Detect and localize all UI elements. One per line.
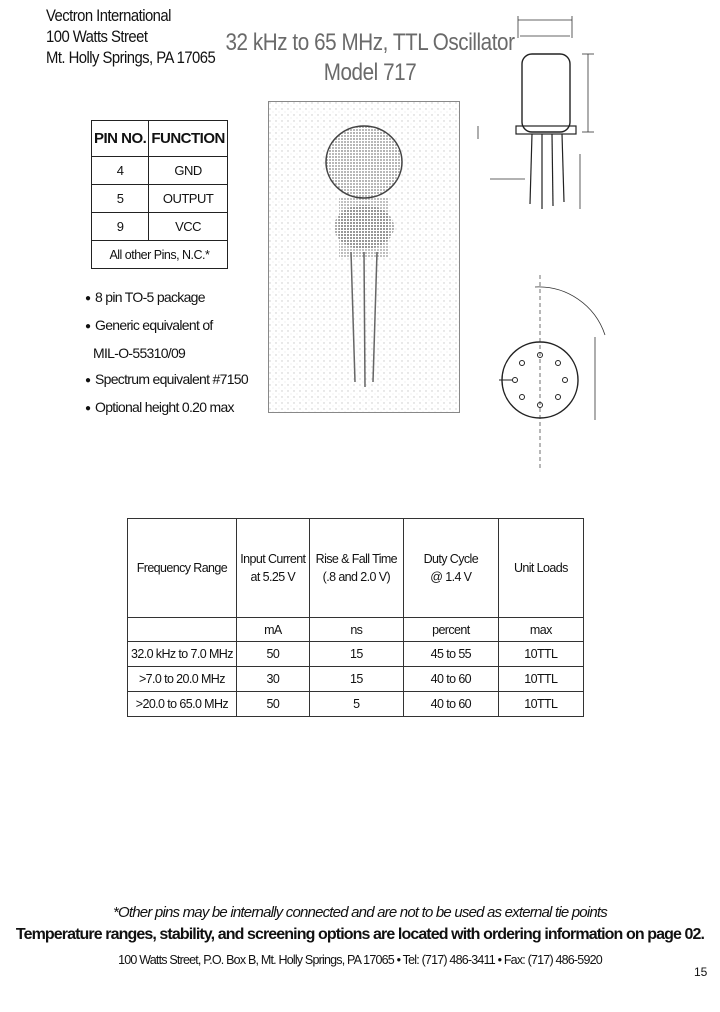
bullet-icon: ● <box>85 321 91 332</box>
table-cell: 45 to 55 <box>403 642 498 667</box>
table-cell: 50 <box>236 642 309 667</box>
table-row <box>128 642 584 667</box>
company-name: Vectron International <box>46 7 171 25</box>
table-cell: 40 to 60 <box>403 692 498 717</box>
unit-cell: mA <box>236 618 309 642</box>
package-bottom-view-drawing <box>495 275 625 475</box>
table-cell: 50 <box>236 692 309 717</box>
table-cell: 15 <box>309 667 403 692</box>
table-cell: 10TTL <box>498 642 583 667</box>
title-line-1: 32 kHz to 65 MHz, TTL Oscillator <box>225 29 515 56</box>
city-state-zip: Mt. Holly Springs, PA 17065 <box>46 49 216 67</box>
unit-loads-header: Unit Loads <box>498 519 583 618</box>
footnote: *Other pins may be internally connected and are not to be used as external tie points <box>112 904 607 921</box>
pin-number: 5 <box>92 185 149 213</box>
rise-fall-time-header: Rise & Fall Time (.8 and 2.0 V) <box>309 519 403 618</box>
function-header: FUNCTION <box>149 121 228 157</box>
specification-table <box>127 518 584 717</box>
table-cell: >7.0 to 20.0 MHz <box>128 667 237 692</box>
note-item: ● Spectrum equivalent #7150 <box>85 366 248 394</box>
pin-function: OUTPUT <box>149 185 228 213</box>
duty-cycle-header: Duty Cycle @ 1.4 V <box>403 519 498 618</box>
frequency-range-header: Frequency Range <box>128 519 237 618</box>
page-number: 15 <box>694 965 708 979</box>
note-item: ● Optional height 0.20 max <box>85 394 248 422</box>
other-pins-note: All other Pins, N.C.* <box>92 241 228 269</box>
pin-table-footer <box>92 241 228 269</box>
ordering-info-note: Temperature ranges, stability, and screening options are located with ordering information on page 02. <box>15 926 705 943</box>
model-name: Model 717 <box>323 59 417 86</box>
package-side-view-drawing <box>470 14 610 224</box>
input-current-header: Input Current at 5.25 V <box>236 519 309 618</box>
note-item: ● 8 pin TO-5 package <box>85 284 248 312</box>
unit-cell: percent <box>403 618 498 642</box>
pin-number: 4 <box>92 157 149 185</box>
table-cell: 30 <box>236 667 309 692</box>
pin-row <box>92 185 228 213</box>
table-cell: 32.0 kHz to 7.0 MHz <box>128 642 237 667</box>
note-item-continuation: MIL-O-55310/09 <box>93 345 186 361</box>
street: 100 Watts Street <box>46 28 148 46</box>
table-cell: 10TTL <box>498 667 583 692</box>
unit-cell: max <box>498 618 583 642</box>
table-row <box>128 667 584 692</box>
contact-line: 100 Watts Street, P.O. Box B, Mt. Holly Springs, PA 17065 • Tel: (717) 486-3411 • Fax: (717) 486-5920 <box>118 953 602 967</box>
company-address <box>46 6 215 69</box>
pin-table-header <box>92 121 228 157</box>
pin-function: GND <box>149 157 228 185</box>
pin-no-header: PIN NO. <box>92 121 149 157</box>
feature-notes <box>85 284 248 422</box>
bullet-icon: ● <box>85 293 91 304</box>
note-item: ● Generic equivalent of <box>85 312 248 340</box>
pin-function: VCC <box>149 213 228 241</box>
oscillator-photo-image <box>269 102 459 412</box>
table-cell: 15 <box>309 642 403 667</box>
bullet-icon: ● <box>85 403 91 414</box>
unit-cell: ns <box>309 618 403 642</box>
pin-row <box>92 213 228 241</box>
table-cell: >20.0 to 65.0 MHz <box>128 692 237 717</box>
table-cell: 5 <box>309 692 403 717</box>
table-cell: 40 to 60 <box>403 667 498 692</box>
spec-header-row <box>128 519 584 618</box>
bullet-icon: ● <box>85 375 91 386</box>
spec-units-row <box>128 618 584 642</box>
table-cell: 10TTL <box>498 692 583 717</box>
pin-function-table <box>91 120 228 269</box>
product-photo <box>268 101 460 413</box>
table-row <box>128 692 584 717</box>
pin-number: 9 <box>92 213 149 241</box>
pin-row <box>92 157 228 185</box>
unit-cell-empty <box>128 618 237 642</box>
